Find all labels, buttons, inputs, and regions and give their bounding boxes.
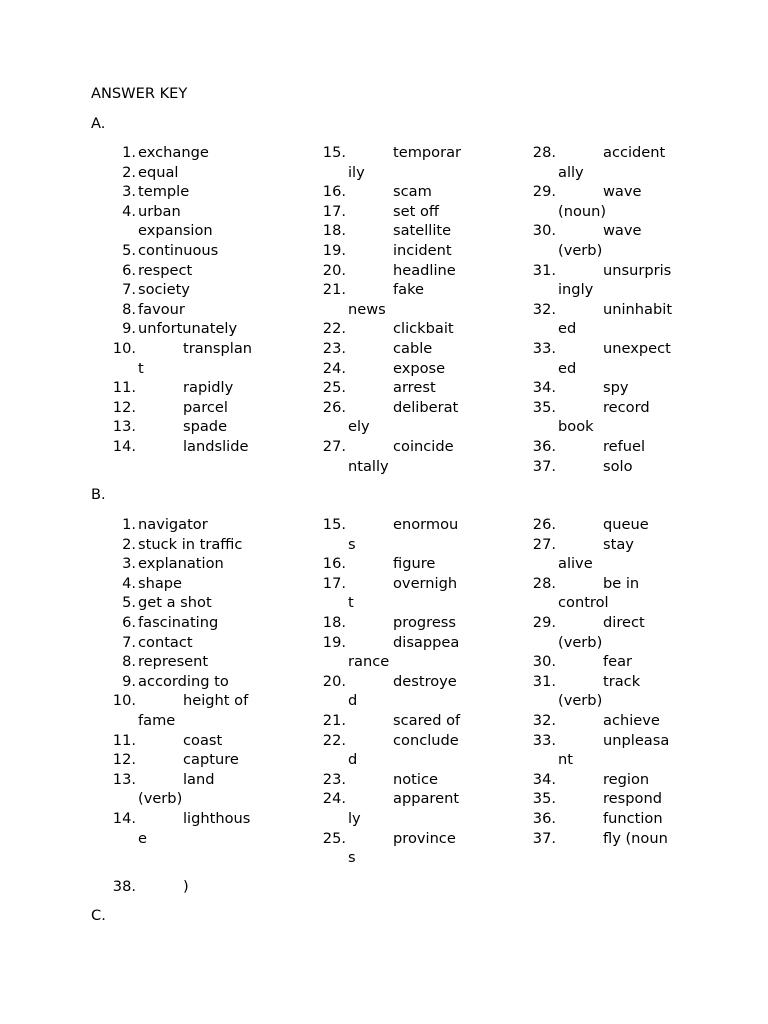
item-answer: s bbox=[348, 849, 356, 867]
item-number: 20. bbox=[322, 672, 346, 690]
item-number: 32. bbox=[532, 300, 556, 318]
item-number: 4. bbox=[122, 574, 136, 592]
item-answer: destroye bbox=[393, 672, 457, 690]
item-answer: capture bbox=[183, 751, 239, 769]
item-answer: apparent bbox=[393, 790, 460, 808]
item-number: 30. bbox=[532, 222, 556, 240]
item-number: 38. bbox=[112, 878, 136, 895]
item-answer: spy bbox=[603, 379, 629, 397]
item-number: 32. bbox=[532, 712, 556, 729]
item-answer: (verb) bbox=[138, 790, 183, 808]
item-number: 1. bbox=[122, 516, 136, 533]
item-answer: get a shot bbox=[138, 594, 212, 612]
item-answer: d bbox=[348, 751, 358, 769]
item-number: 8. bbox=[122, 653, 136, 671]
section-a-label: A. bbox=[91, 115, 106, 132]
item-answer: deliberat bbox=[393, 398, 459, 416]
item-answer: (noun) bbox=[558, 202, 607, 220]
item-number: 17. bbox=[322, 202, 346, 220]
item-number: 34. bbox=[532, 379, 556, 397]
item-answer: d bbox=[348, 692, 358, 710]
item-answer: temporar bbox=[393, 144, 462, 161]
item-answer: contact bbox=[138, 633, 193, 651]
item-answer: conclude bbox=[393, 731, 459, 749]
item-number: 14. bbox=[112, 438, 136, 455]
item-answer: unsurpris bbox=[603, 261, 672, 279]
item-answer: coincide bbox=[393, 438, 454, 455]
item-answer: nt bbox=[558, 751, 573, 769]
item-answer: e bbox=[138, 829, 147, 847]
item-answer: lighthous bbox=[183, 810, 251, 827]
item-answer: shape bbox=[138, 574, 183, 592]
item-answer: (verb) bbox=[558, 692, 603, 710]
item-answer: headline bbox=[393, 261, 456, 279]
item-answer: progress bbox=[393, 614, 456, 631]
item-number: 25. bbox=[322, 829, 346, 847]
item-answer: respond bbox=[603, 790, 662, 808]
item-number: 11. bbox=[112, 731, 136, 749]
item-number: 24. bbox=[322, 359, 346, 377]
item-number: 3. bbox=[122, 183, 136, 201]
item-number: 12. bbox=[112, 398, 136, 416]
item-number: 31. bbox=[532, 261, 556, 279]
item-answer: (verb) bbox=[558, 242, 603, 259]
item-answer: t bbox=[348, 594, 354, 612]
item-number: 31. bbox=[532, 672, 556, 690]
item-answer: coast bbox=[183, 731, 223, 749]
item-answer: ed bbox=[558, 359, 577, 377]
item-number: 4. bbox=[122, 202, 136, 220]
item-answer: continuous bbox=[138, 242, 219, 259]
item-answer: spade bbox=[183, 418, 228, 436]
item-number: 22. bbox=[322, 731, 346, 749]
item-number: 18. bbox=[322, 222, 346, 240]
item-number: 25. bbox=[322, 379, 346, 397]
item-number: 2. bbox=[122, 163, 136, 181]
item-answer: ntally bbox=[348, 457, 389, 475]
item-number: 5. bbox=[122, 594, 136, 612]
item-number: 23. bbox=[322, 770, 346, 788]
item-number: 13. bbox=[112, 418, 136, 436]
item-number: 3. bbox=[122, 555, 136, 573]
item-number: 11. bbox=[112, 379, 136, 397]
item-number: 16. bbox=[322, 555, 346, 573]
item-answer: height of bbox=[183, 692, 249, 710]
item-answer: respect bbox=[138, 261, 193, 279]
item-number: 6. bbox=[122, 261, 136, 279]
item-answer: accident bbox=[603, 144, 666, 161]
item-number: 33. bbox=[532, 340, 556, 357]
item-number: 24. bbox=[322, 790, 346, 808]
item-answer: province bbox=[393, 829, 456, 847]
item-answer: equal bbox=[138, 163, 179, 181]
item-number: 8. bbox=[122, 300, 136, 318]
item-number: 20. bbox=[322, 261, 346, 279]
item-number: 23. bbox=[322, 340, 346, 357]
item-number: 12. bbox=[112, 751, 136, 769]
item-answer: scared of bbox=[393, 712, 461, 729]
item-number: 29. bbox=[532, 183, 556, 201]
item-answer: alive bbox=[558, 555, 593, 573]
item-number: 2. bbox=[122, 535, 136, 553]
item-number: 1. bbox=[122, 144, 136, 161]
item-number: 26. bbox=[532, 516, 556, 533]
item-number: 35. bbox=[532, 398, 556, 416]
item-answer: wave bbox=[603, 183, 642, 201]
item-number: 9. bbox=[122, 320, 136, 338]
item-number: 29. bbox=[532, 614, 556, 631]
item-answer: overnigh bbox=[393, 574, 458, 592]
item-answer: explanation bbox=[138, 555, 224, 573]
item-answer: solo bbox=[603, 457, 633, 475]
item-answer: incident bbox=[393, 242, 452, 259]
item-answer: transplan bbox=[183, 340, 253, 357]
item-number: 21. bbox=[322, 712, 346, 729]
item-number: 35. bbox=[532, 790, 556, 808]
item-answer: represent bbox=[138, 653, 209, 671]
item-number: 16. bbox=[322, 183, 346, 201]
item-answer: landslide bbox=[183, 438, 249, 455]
item-answer: satellite bbox=[393, 222, 452, 240]
item-number: 34. bbox=[532, 770, 556, 788]
item-answer: ed bbox=[558, 320, 577, 338]
item-answer: arrest bbox=[393, 379, 436, 397]
item-answer: record bbox=[603, 398, 650, 416]
item-answer: cable bbox=[393, 340, 433, 357]
item-answer: queue bbox=[603, 516, 649, 533]
item-answer: temple bbox=[138, 183, 190, 201]
item-number: 37. bbox=[532, 457, 556, 475]
item-number: 7. bbox=[122, 281, 136, 299]
item-answer: favour bbox=[138, 300, 185, 318]
item-number: 13. bbox=[112, 770, 136, 788]
section-c-label: C. bbox=[91, 907, 106, 924]
item-answer: region bbox=[603, 770, 650, 788]
item-answer: (verb) bbox=[558, 633, 603, 651]
item-number: 27. bbox=[322, 438, 346, 455]
item-number: 17. bbox=[322, 574, 346, 592]
item-answer: society bbox=[138, 281, 190, 299]
item-answer: set off bbox=[393, 202, 439, 220]
item-answer: wave bbox=[603, 222, 642, 240]
item-answer: track bbox=[603, 672, 641, 690]
item-answer: unfortunately bbox=[138, 320, 238, 338]
item-number: 19. bbox=[322, 242, 346, 259]
item-number: 18. bbox=[322, 614, 346, 631]
item-answer: unpleasa bbox=[603, 731, 670, 749]
item-answer: fame bbox=[138, 712, 176, 729]
item-answer: expansion bbox=[138, 222, 213, 240]
item-answer: clickbait bbox=[393, 320, 454, 338]
item-answer: fear bbox=[603, 653, 633, 671]
item-answer: scam bbox=[393, 183, 432, 201]
item-number: 15. bbox=[322, 516, 346, 533]
item-answer: urban bbox=[138, 202, 181, 220]
item-answer: ily bbox=[348, 163, 365, 181]
item-answer: stay bbox=[603, 535, 634, 553]
item-number: 30. bbox=[532, 653, 556, 671]
item-answer: direct bbox=[603, 614, 645, 631]
item-number: 28. bbox=[532, 144, 556, 161]
item-answer: s bbox=[348, 535, 356, 553]
item-answer: disappea bbox=[393, 633, 460, 651]
item-number: 26. bbox=[322, 398, 346, 416]
item-number: 14. bbox=[112, 810, 136, 827]
item-number: 33. bbox=[532, 731, 556, 749]
item-answer: land bbox=[183, 770, 215, 788]
item-number: 36. bbox=[532, 438, 556, 455]
item-number: 15. bbox=[322, 144, 346, 161]
item-answer: unexpect bbox=[603, 340, 671, 357]
item-answer: stuck in traffic bbox=[138, 535, 243, 553]
section-b-label: B. bbox=[91, 486, 106, 503]
item-number: 10. bbox=[112, 692, 136, 710]
item-answer: enormou bbox=[393, 516, 459, 533]
item-answer: notice bbox=[393, 770, 438, 788]
item-answer: refuel bbox=[603, 438, 646, 455]
item-answer: be in bbox=[603, 574, 640, 592]
item-answer: control bbox=[558, 594, 609, 612]
item-answer: ingly bbox=[558, 281, 594, 299]
item-number: 27. bbox=[532, 535, 556, 553]
item-answer: exchange bbox=[138, 144, 209, 161]
item-number: 19. bbox=[322, 633, 346, 651]
item-answer: ely bbox=[348, 418, 370, 436]
item-number: 36. bbox=[532, 810, 556, 827]
item-answer: fake bbox=[393, 281, 424, 299]
item-answer: fly (noun bbox=[603, 829, 668, 847]
item-number: 21. bbox=[322, 281, 346, 299]
item-answer: figure bbox=[393, 555, 436, 573]
item-answer: navigator bbox=[138, 516, 208, 533]
page-title: ANSWER KEY bbox=[91, 85, 188, 102]
item-number: 6. bbox=[122, 614, 136, 631]
item-answer: expose bbox=[393, 359, 446, 377]
item-answer: fascinating bbox=[138, 614, 219, 631]
item-number: 5. bbox=[122, 242, 136, 259]
item-answer: t bbox=[138, 359, 144, 377]
item-number: 28. bbox=[532, 574, 556, 592]
item-answer: rance bbox=[348, 653, 390, 671]
item-answer: rapidly bbox=[183, 379, 234, 397]
item-number: 37. bbox=[532, 829, 556, 847]
item-answer: news bbox=[348, 300, 386, 318]
item-answer: parcel bbox=[183, 398, 228, 416]
item-answer: according to bbox=[138, 672, 229, 690]
item-number: 10. bbox=[112, 340, 136, 357]
item-answer: uninhabit bbox=[603, 300, 673, 318]
item-answer: function bbox=[603, 810, 663, 827]
item-number: 7. bbox=[122, 633, 136, 651]
item-number: 22. bbox=[322, 320, 346, 338]
item-answer: ly bbox=[348, 810, 361, 827]
item-answer: ally bbox=[558, 163, 584, 181]
item-answer: book bbox=[558, 418, 594, 436]
item-answer: achieve bbox=[603, 712, 660, 729]
item-answer: ) bbox=[183, 878, 189, 895]
item-number: 9. bbox=[122, 672, 136, 690]
